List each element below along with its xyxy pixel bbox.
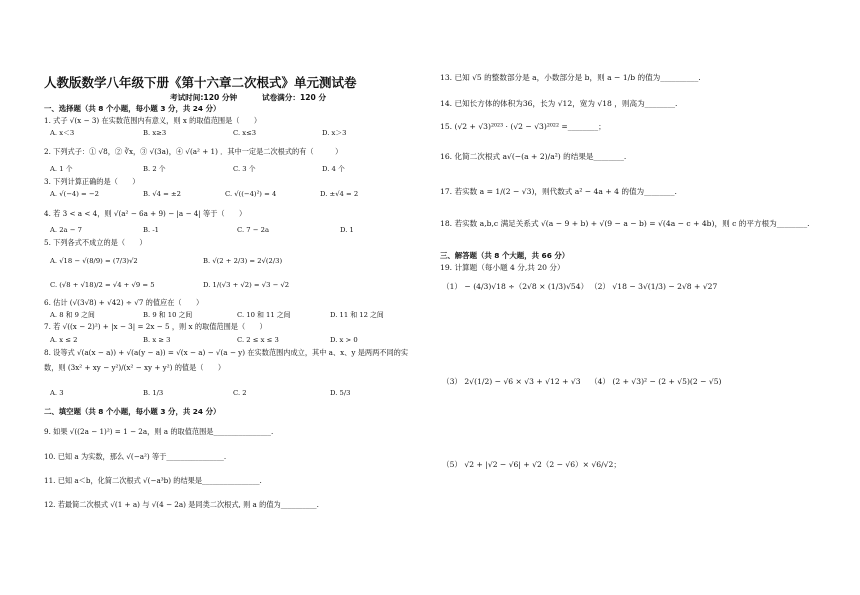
question-6-option-a: A. 8 和 9 之间 [50,311,95,319]
question-4-option-b: B. -1 [143,226,159,234]
question-19-part-2: （2） √18 − 3√(1/3) − 2√8 + √27 [590,282,718,291]
question-6-option-b: B. 9 和 10 之间 [143,311,193,319]
page-title: 人教版数学八年级下册《第十六章二次根式》单元测试卷 [44,75,357,90]
question-10: 10. 已知 a 为实数，那么 √(−a²) 等于________________. [44,452,227,461]
question-8-option-b: B. 1/3 [143,389,164,397]
question-7-option-b: B. x ≥ 3 [143,336,171,344]
question-4-stem: 4. 若 3 < a < 4，则 √(a² − 6a + 9) − |a − 4| 等于（ ） [44,209,247,218]
question-19-part-5: （5） √2 + |√2 − √6| + √2（2 − √6）× √6/√2； [442,460,621,469]
question-1-option-b: B. x≥3 [143,129,167,137]
question-7-option-d: D. x > 0 [330,336,358,344]
question-6-option-c: C. 10 和 11 之间 [237,311,291,319]
question-7-option-c: C. 2 ≤ x ≤ 3 [237,336,279,344]
question-2-option-c: C. 3 个 [233,165,256,173]
question-6-option-d: D. 11 和 12 之间 [330,311,384,319]
question-3-option-d: D. ±√4 = 2 [320,190,359,198]
question-17: 17. 若实数 a = 1/(2 − √3)，则代数式 a² − 4a + 4 的值为________. [440,187,677,196]
question-5-stem: 5. 下列各式不成立的是（ ） [44,238,147,247]
question-3-stem: 3. 下列计算正确的是（ ） [44,177,140,186]
question-2-option-a: A. 1 个 [50,165,73,173]
question-4-option-d: D. 1 [340,226,354,234]
question-7-stem: 7. 若 √((x − 2)²) + |x − 3| = 2x − 5 ，则 x 的取值范围是（ ） [44,322,267,331]
question-3-option-a: A. √(−4) = −2 [50,190,99,198]
question-8-option-c: C. 2 [233,389,247,397]
question-6-stem: 6. 估计 (√(3√8) + √42) ÷ √7 的值应在（ ） [44,298,204,307]
question-16: 16. 化简二次根式 a√(−(a + 2)/a²) 的结果是________. [440,152,627,161]
question-15: 15. (√2 + √3)²⁰²³ · (√2 − √3)²⁰²² =________； [440,122,606,131]
question-18: 18. 若实数 a,b,c 满足关系式 √(a − 9 + b) + √(9 − a − b) = √(4a − c + 4b)，则 c 的平方根为________. [440,219,810,228]
question-14: 14. 已知长方体的体积为36，长为 √12，宽为 √18 ，则高为________. [440,99,678,108]
question-2-option-b: B. 2 个 [143,165,166,173]
question-4-option-a: A. 2a − 7 [50,226,82,234]
question-19-part-4: （4） (2 + √3)² − (2 + √5)(2 − √5) [590,377,722,386]
question-2-stem: 2. 下列式子：① √8，② ∛x，③ √(3a)，④ √(a² + 1) ．其中一定是二次根式的有（ ） [44,147,343,156]
question-8-option-d: D. 5/3 [330,389,351,397]
question-5-option-a: A. √18 − √(8/9) = (7/3)√2 [50,257,138,265]
question-1-option-a: A. x＜3 [50,129,75,137]
question-5-option-b: B. √(2 + 2/3) = 2√(2/3) [203,257,283,265]
question-8-stem: 8. 设等式 √(a(x − a)) + √(a(y − a)) = √(x − a) − √(a − y) 在实数范围内成立，其中 a、x、y 是两两不同的实 [44,348,409,357]
question-3-option-b: B. √4 = ±2 [143,190,182,198]
question-8-option-a: A. 3 [50,389,64,397]
section-fill-heading: 二、填空题（共 8 个小题，每小题 3 分，共 24 分） [44,407,221,416]
exam-score: 试卷满分：120 分 [262,93,327,102]
question-7-option-a: A. x ≤ 2 [50,336,78,344]
question-5-option-d: D. 1/(√3 + √2) = √3 − √2 [203,281,290,289]
question-19-part-1: （1） − (4/3)√18 ÷（2√8 × (1/3)√54） [442,282,589,291]
question-9: 9. 如果 √((2a − 1)²) = 1 − 2a，则 a 的取值范围是________________. [44,427,274,436]
question-8-stem-continued: 数，则 (3x² + xy − y²)/(x² − xy + y²) 的值是（ ） [44,363,226,372]
question-4-option-c: C. 7 − 2a [237,226,269,234]
question-2-option-d: D. 4 个 [322,165,345,173]
question-13: 13. 已知 √5 的整数部分是 a，小数部分是 b，则 a − 1/b 的值为__________. [440,73,701,82]
question-1-option-c: C. x≤3 [233,129,257,137]
section-choice-heading: 一、选择题（共 8 个小题，每小题 3 分，共 24 分） [44,104,221,113]
section-solve-heading: 三、解答题（共 8 个大题，共 66 分） [440,251,570,260]
question-3-option-c: C. √((−4)²) = 4 [225,190,277,198]
question-11: 11. 已知 a＜b，化简二次根式 √(−a³b) 的结果是________________. [44,476,262,485]
question-1-stem: 1. 式子 √(x − 3) 在实数范围内有意义，则 x 的取值范围是（ ） [44,116,262,125]
question-19-header: 19. 计算题（每小题 4 分,共 20 分） [440,263,565,272]
question-12: 12. 若最简二次根式 √(1 + a) 与 √(4 − 2a) 是同类二次根式, 则 a 的值为__________. [44,500,319,509]
question-5-option-c: C. (√8 + √18)/2 = √4 + √9 = 5 [50,281,155,289]
question-1-option-d: D. x＞3 [322,129,347,137]
question-19-part-3: （3） 2√(1/2) − √6 × √3 + √12 + √3 [442,377,581,386]
exam-time: 考试时间:120 分钟 [170,93,238,102]
